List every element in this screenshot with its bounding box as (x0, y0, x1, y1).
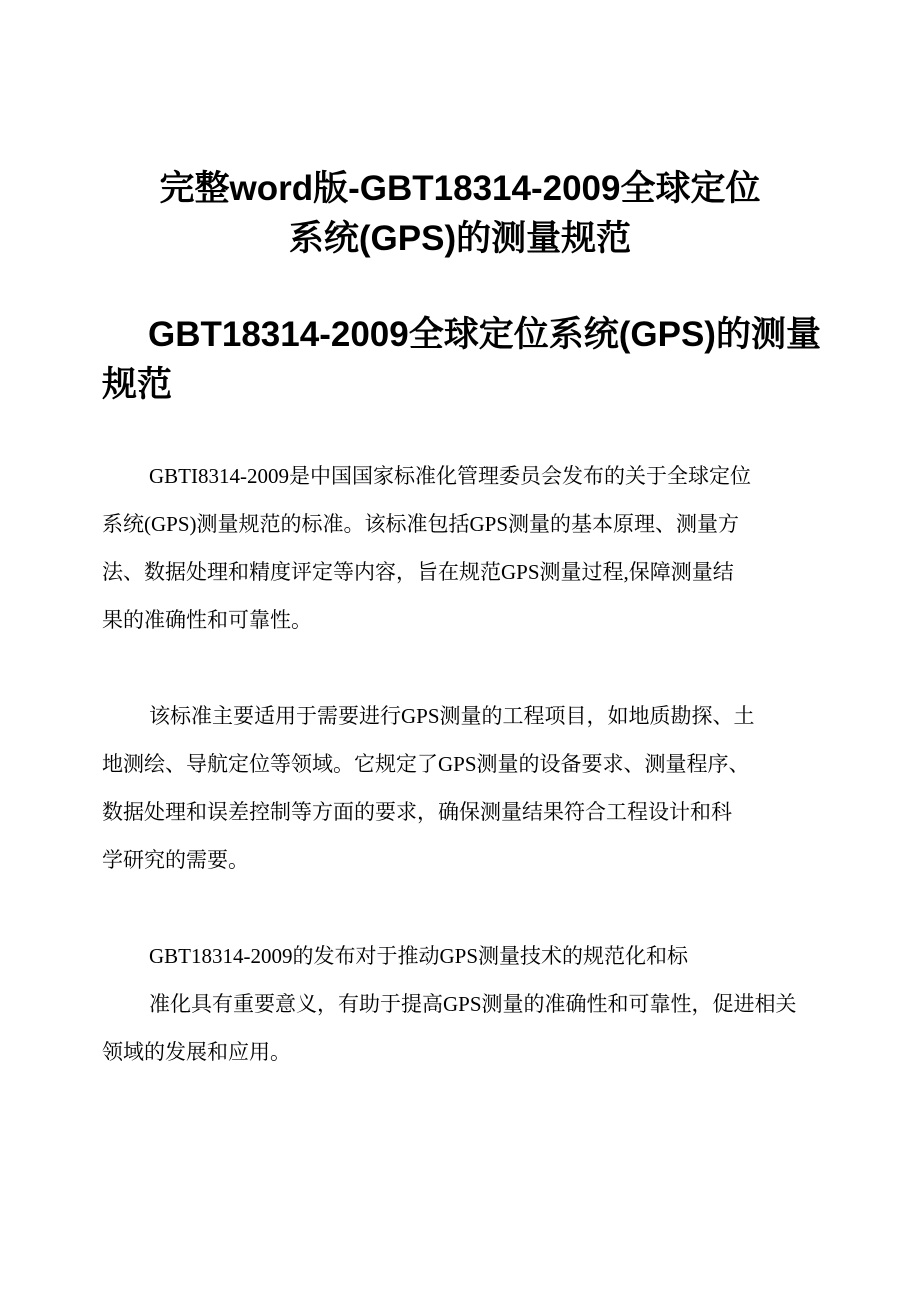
paragraph-scope (102, 692, 822, 884)
paragraph-line: 系统(GPS)测量规范的标准。该标准包括GPS测量的基本原理、测量方 (102, 512, 740, 536)
paragraph-line: GBT18314-2009的发布对于推动GPS测量技术的规范化和标 (149, 944, 689, 968)
paragraph-line: 领域的发展和应用。 (102, 1040, 291, 1064)
section-heading-line: 规范 (102, 365, 173, 404)
document-title-line: 系统(GPS)的测量规范 (288, 219, 632, 258)
paragraph-line: 果的准确性和可靠性。 (102, 608, 312, 632)
document-title-line: 完整word版-GBT18314-2009全球定位 (159, 169, 761, 208)
paragraph-line: 准化具有重要意义，有助于提高GPS测量的准确性和可靠性，促进相关 (149, 992, 797, 1016)
paragraph-significance (102, 932, 822, 1076)
paragraph-line: 该标准主要适用于需要进行GPS测量的工程项目，如地质勘探、土 (149, 704, 755, 728)
paragraph-line: 学研究的需要。 (102, 848, 249, 872)
paragraph-line: 地测绘、导航定位等领域。它规定了GPS测量的设备要求、测量程序、 (102, 752, 750, 776)
document-title (0, 164, 920, 264)
section-heading-line: GBT18314-2009全球定位系统(GPS)的测量 (148, 315, 821, 354)
paragraph-line: 法、数据处理和精度评定等内容，旨在规范GPS测量过程,保障测量结 (102, 560, 734, 584)
paragraph-intro (102, 452, 822, 644)
paragraph-line: 数据处理和误差控制等方面的要求，确保测量结果符合工程设计和科 (102, 800, 732, 824)
section-heading (102, 310, 822, 410)
paragraph-line: GBTI8314-2009是中国国家标准化管理委员会发布的关于全球定位 (149, 464, 751, 488)
